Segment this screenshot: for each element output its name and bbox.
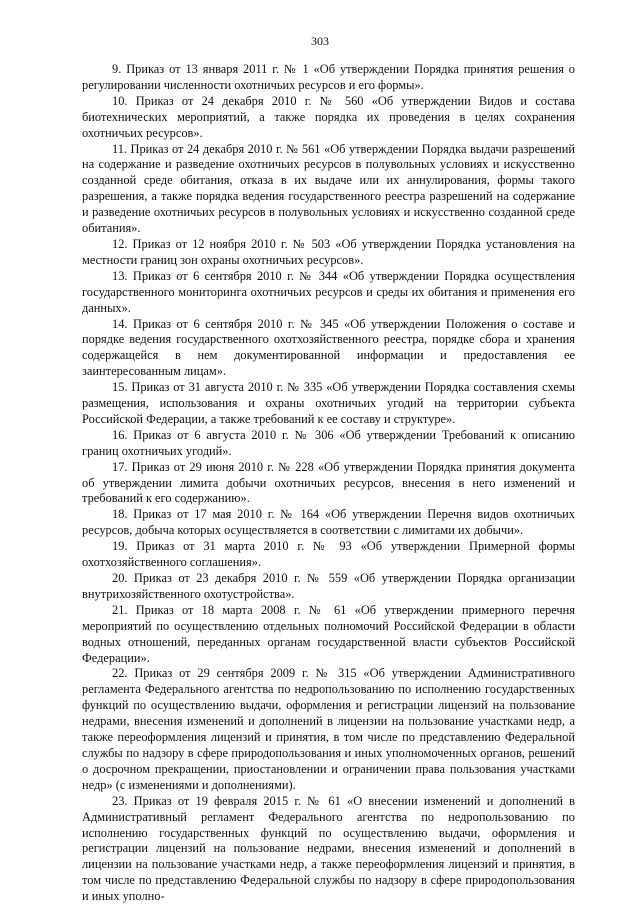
- list-item: 20. Приказ от 23 декабря 2010 г. № 559 «Об утверждении Порядка организации внутрихозяйственного охотустройства».: [82, 571, 575, 601]
- list-item: 10. Приказ от 24 декабря 2010 г. № 560 «Об утверждении Видов и состава биотехнических мероприятий, а также порядка их проведения в целях сохранения охотничьих ресурсов».: [82, 93, 575, 140]
- list-item: 18. Приказ от 17 мая 2010 г. № 164 «Об утверждении Перечня видов охотничьих ресурсов, добыча которых осуществляется в соответствии с лимитами их добычи».: [82, 507, 575, 538]
- document-body: [82, 62, 575, 905]
- list-item: 14. Приказ от 6 сентября 2010 г. № 345 «Об утверждении Положения о составе и порядке ведения государственного охотхозяйственного реестра, порядке сбора и хранения содержащейся в нем документированной информации и предоставления ее заинтересованным лицам».: [82, 316, 575, 379]
- list-item: 15. Приказ от 31 августа 2010 г. № 335 «Об утверждении Порядка составления схемы размещения, использования и охраны охотничьих угодий на территории субъекта Российской Федерации, а также требований к ее составу и структуре».: [82, 380, 575, 426]
- list-item: 23. Приказ от 19 февраля 2015 г. № 61 «О внесении изменений и дополнений в Административный регламент Федерального агентства по недропользованию по исполнению государственных функций по осуществлению выдачи, оформления и регистрации лицензий на пользование недрами, внесения изменений и дополнений в лицензии на пользование участками недр, а также переоформления лицензий и принятия, в том числе по представлению Федеральной службы по надзору в сфере природопользования и иных уполно-: [82, 793, 575, 904]
- list-item: 9. Приказ от 13 января 2011 г. № 1 «Об утверждении Порядка принятия решения о регулировании численности охотничьих ресурсов и его формы».: [82, 62, 575, 92]
- list-item: 11. Приказ от 24 декабря 2010 г. № 561 «Об утверждении Порядка выдачи разрешений на содержание и разведение охотничьих ресурсов в полувольных условиях и искусственно созданной среде обитания, отказа в их выдаче или их аннулирования, формы такого разрешения, а также порядка ведения государственного реестра разрешений на содержание и разведение охотничьих ресурсов в полувольных условиях и искусственно созданной среде обитания».: [82, 141, 575, 236]
- list-item: 17. Приказ от 29 июня 2010 г. № 228 «Об утверждении Порядка принятия документа об утверждении лимита добычи охотничьих ресурсов, внесения в него изменений и требований к его содержанию».: [82, 459, 575, 506]
- list-item: 19. Приказ от 31 марта 2010 г. № 93 «Об утверждении Примерной формы охотхозяйственного соглашения».: [82, 539, 575, 570]
- list-item: 21. Приказ от 18 марта 2008 г. № 61 «Об утверждении примерного перечня мероприятий по осуществлению отдельных полномочий Российской Федерации в области водных отношений, переданных органам государственной власти субъектов Российской Федерации».: [82, 602, 575, 665]
- list-item: 16. Приказ от 6 августа 2010 г. № 306 «Об утверждении Требований к описанию границ охотничьих угодий».: [82, 427, 575, 458]
- page-number: 303: [311, 34, 329, 48]
- list-item: 12. Приказ от 12 ноября 2010 г. № 503 «Об утверждении Порядка установления на местности границ зон охраны охотничьих ресурсов».: [82, 236, 575, 267]
- list-item: 13. Приказ от 6 сентября 2010 г. № 344 «Об утверждении Порядка осуществления государственного мониторинга охотничьих ресурсов и среды их обитания и применения его данных».: [82, 268, 575, 315]
- list-item: 22. Приказ от 29 сентября 2009 г. № 315 «Об утверждении Административного регламента Федерального агентства по недропользованию по исполнению государственных функций по осуществлению выдачи, оформления и регистрации лицензий на пользование недрами, внесения изменений и дополнений в лицензии на пользование участками недр, а также переоформления лицензий и принятия, в том числе по представлению Федеральной службы по надзору в сфере природопользования и иных уполномоченных органов, решений о досрочном прекращении, приостановлении и ограничении права пользования участками недр» (с изменениями и дополнениями).: [82, 666, 575, 792]
